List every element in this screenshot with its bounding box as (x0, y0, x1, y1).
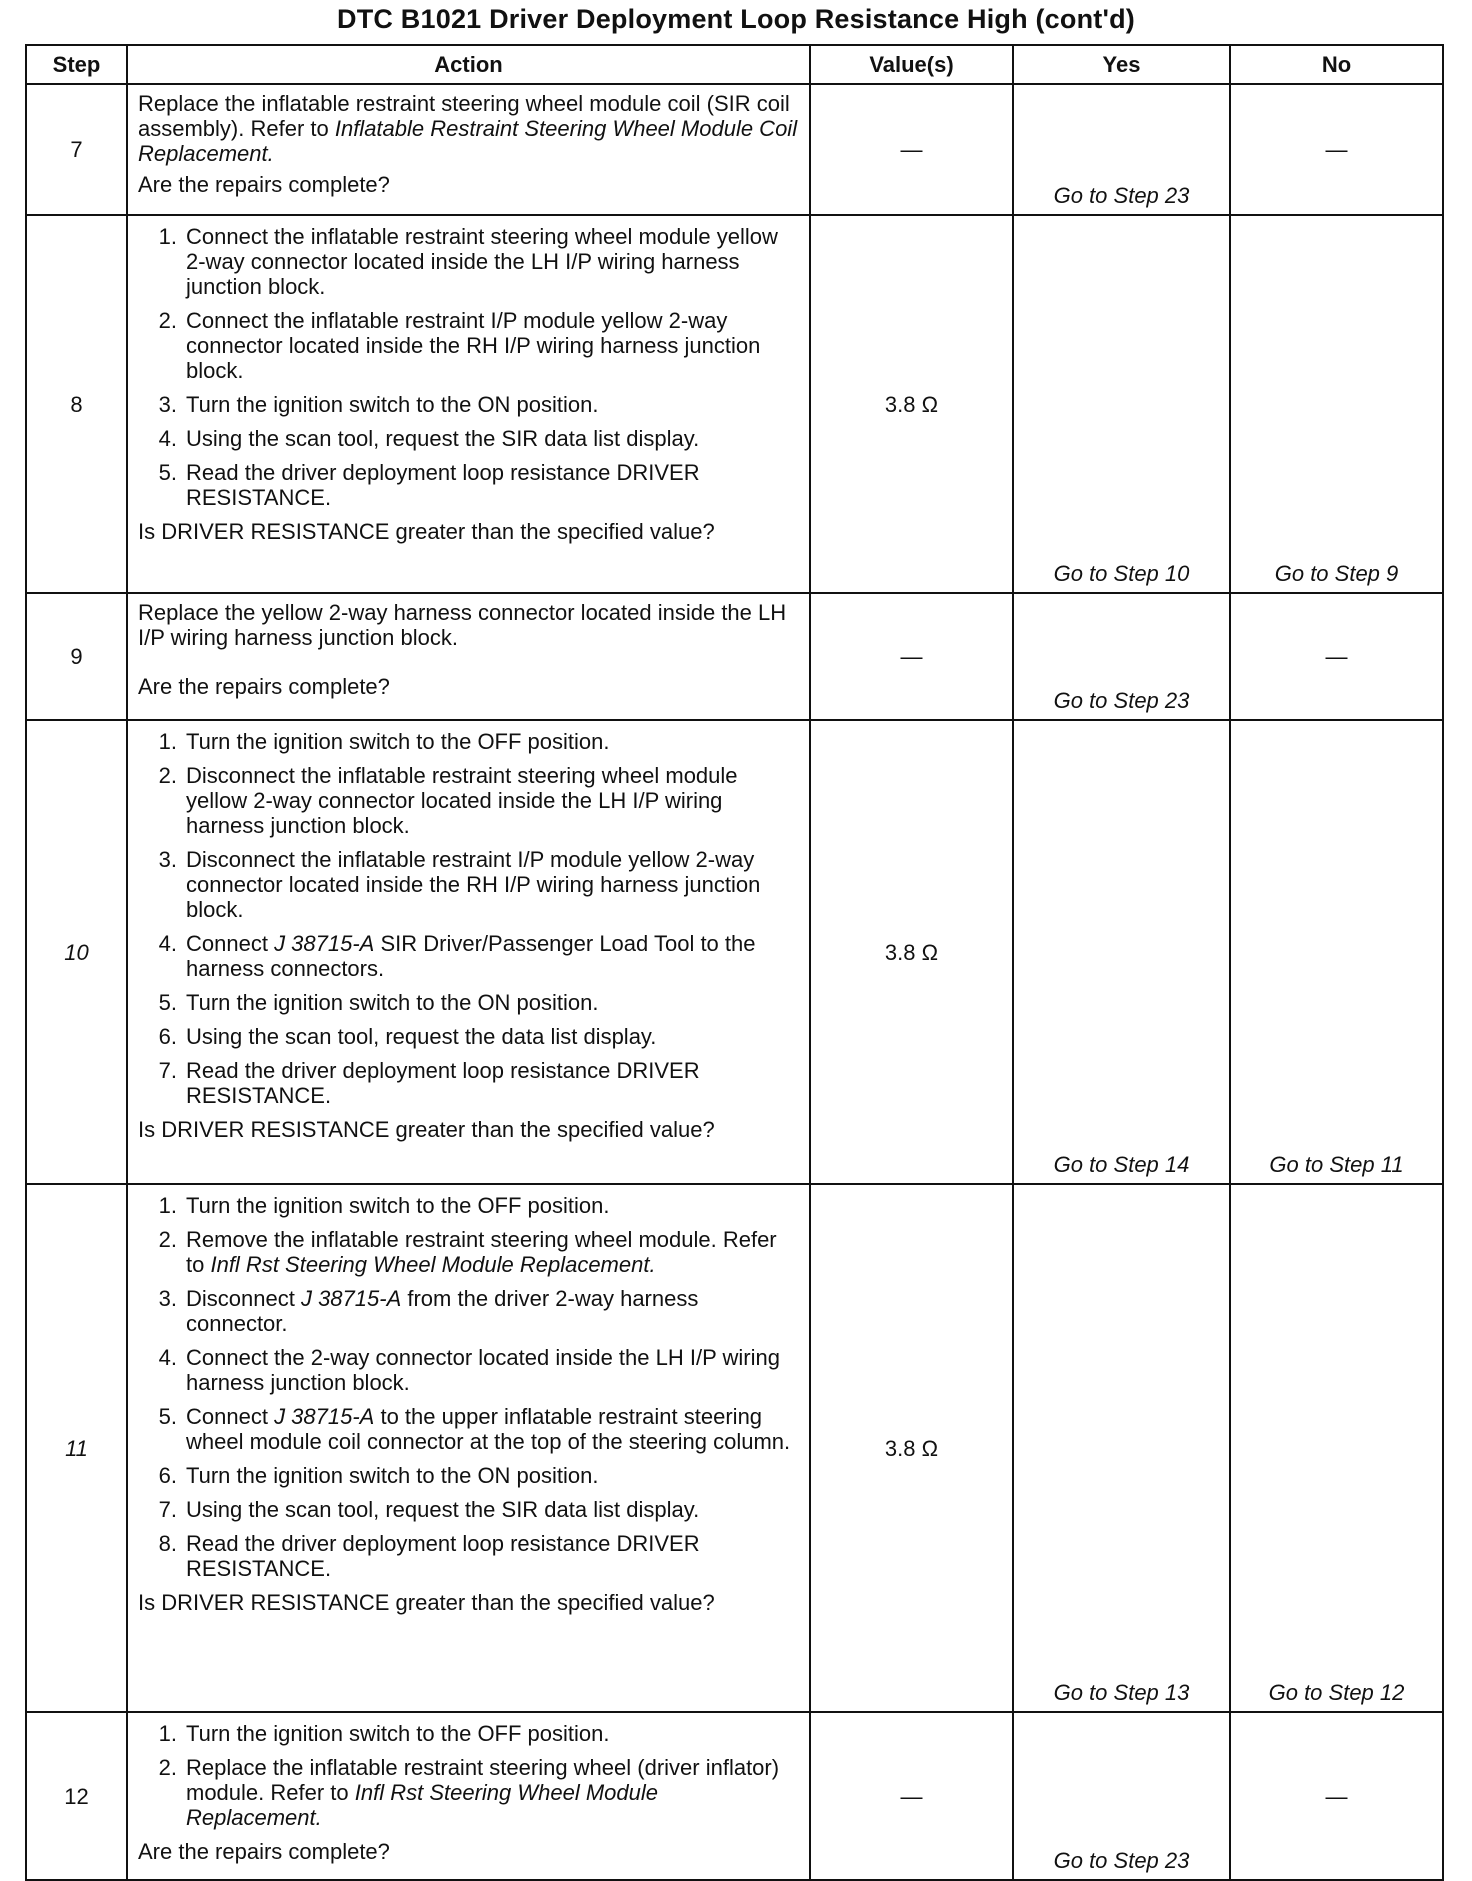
no-cell: Go to Step 11 (1230, 720, 1443, 1184)
list-item: 7. Using the scan tool, request the SIR data list display. (158, 1497, 700, 1522)
list-item: 6. Using the scan tool, request the data list display. (158, 1024, 657, 1049)
reference-text: Infl Rst Steering Wheel Module Replacement. (186, 1780, 659, 1830)
yes-cell: Go to Step 14 (1013, 720, 1230, 1184)
table-row (26, 215, 1443, 593)
action-question: Are the repairs complete? (138, 674, 390, 699)
action-text: Replace the yellow 2-way harness connector located inside the LH I/P wiring harness junction block. (138, 600, 787, 650)
page-title: DTC B1021 Driver Deployment Loop Resistance High (cont'd) (337, 4, 1135, 34)
value-cell: 3.8 Ω (810, 1184, 1013, 1712)
action-question: Is DRIVER RESISTANCE greater than the specified value? (138, 1117, 715, 1142)
list-item: 1. Turn the ignition switch to the OFF position. (158, 729, 610, 754)
diagnostic-table (25, 44, 1444, 1881)
action-instruction: Replace the inflatable restraint steering wheel module coil (SIR coil assembly). Refer to (138, 91, 790, 141)
step-number: 12 (26, 1712, 127, 1880)
step-number: 7 (26, 84, 127, 215)
yes-cell: Go to Step 10 (1013, 215, 1230, 593)
list-item: 4. Using the scan tool, request the SIR data list display. (158, 426, 700, 451)
yes-cell: Go to Step 23 (1013, 1712, 1230, 1880)
action-steps (138, 224, 799, 510)
list-item: 5. Read the driver deployment loop resistance DRIVER RESISTANCE. (158, 460, 700, 510)
header-row (26, 45, 1443, 84)
list-item: 5. Connect J 38715-A to the upper inflatable restraint steering wheel module coil connector at the top of the steering column. (158, 1404, 791, 1454)
value-cell: — (810, 84, 1013, 215)
header-values: Value(s) (810, 45, 1013, 84)
no-cell: Go to Step 12 (1230, 1184, 1443, 1712)
reference-text: J 38715-A (274, 1404, 375, 1429)
no-cell: — (1230, 593, 1443, 720)
list-item: 2. Disconnect the inflatable restraint steering wheel module yellow 2-way connector located inside the LH I/P wiring harness junction block. (158, 763, 738, 838)
reference-text: J 38715-A (274, 931, 375, 956)
table-row (26, 1712, 1443, 1880)
table-row (26, 720, 1443, 1184)
reference-link: Inflatable Restraint Steering Wheel Module Coil Replacement. (138, 116, 798, 166)
no-cell: — (1230, 1712, 1443, 1880)
action-steps (138, 729, 799, 1108)
action-steps (138, 1721, 799, 1830)
list-item: 1. Turn the ignition switch to the OFF position. (158, 1193, 610, 1218)
no-cell: — (1230, 84, 1443, 215)
list-item: 1. Turn the ignition switch to the OFF position. (158, 1721, 610, 1746)
action-cell (127, 720, 810, 1184)
header-no: No (1230, 45, 1443, 84)
list-item: 2. Remove the inflatable restraint steering wheel module. Refer to Infl Rst Steering Wheel Module Replacement. (158, 1227, 777, 1277)
action-question: Are the repairs complete? (138, 172, 390, 197)
value-cell: 3.8 Ω (810, 215, 1013, 593)
action-cell (127, 84, 810, 215)
action-text (138, 91, 799, 166)
list-item: 6. Turn the ignition switch to the ON position. (158, 1463, 599, 1488)
list-item: 2. Replace the inflatable restraint steering wheel (driver inflator) module. Refer to Infl Rst Steering Wheel Module Replacement. (158, 1755, 780, 1830)
step-number: 10 (26, 720, 127, 1184)
value-cell: — (810, 1712, 1013, 1880)
action-cell (127, 1184, 810, 1712)
header-step: Step (26, 45, 127, 84)
yes-cell: Go to Step 13 (1013, 1184, 1230, 1712)
step-number: 11 (26, 1184, 127, 1712)
value-cell: 3.8 Ω (810, 720, 1013, 1184)
yes-cell: Go to Step 23 (1013, 593, 1230, 720)
table-row (26, 593, 1443, 720)
action-cell (127, 1712, 810, 1880)
value-cell: — (810, 593, 1013, 720)
action-steps (138, 1193, 799, 1581)
action-question: Are the repairs complete? (138, 1839, 390, 1864)
table-row (26, 1184, 1443, 1712)
yes-cell: Go to Step 23 (1013, 84, 1230, 215)
action-question: Is DRIVER RESISTANCE greater than the specified value? (138, 519, 715, 544)
reference-text: J 38715-A (300, 1286, 402, 1311)
list-item: 1. Connect the inflatable restraint steering wheel module yellow 2-way connector located inside the LH I/P wiring harness junction block. (158, 224, 778, 299)
list-item: 2. Connect the inflatable restraint I/P module yellow 2-way connector located inside the RH I/P wiring harness junction block. (158, 308, 761, 383)
action-question: Is DRIVER RESISTANCE greater than the specified value? (138, 1590, 715, 1615)
list-item: 8. Read the driver deployment loop resistance DRIVER RESISTANCE. (158, 1531, 700, 1581)
list-item: 7. Read the driver deployment loop resistance DRIVER RESISTANCE. (158, 1058, 700, 1108)
list-item: 4. Connect the 2-way connector located inside the LH I/P wiring harness junction block. (158, 1345, 780, 1395)
list-item: 4. Connect J 38715-A SIR Driver/Passenger Load Tool to the harness connectors. (158, 931, 756, 981)
reference-text: Infl Rst Steering Wheel Module Replacement. (210, 1252, 656, 1277)
table-row (26, 84, 1443, 215)
list-item: 3. Disconnect J 38715-A from the driver 2-way harness connector. (158, 1286, 699, 1336)
list-item: 5. Turn the ignition switch to the ON position. (158, 990, 599, 1015)
header-action: Action (127, 45, 810, 84)
list-item: 3. Disconnect the inflatable restraint I/P module yellow 2-way connector located inside the RH I/P wiring harness junction block. (158, 847, 761, 922)
step-number: 9 (26, 593, 127, 720)
header-yes: Yes (1013, 45, 1230, 84)
list-item: 3. Turn the ignition switch to the ON position. (158, 392, 599, 417)
action-cell (127, 215, 810, 593)
no-cell: Go to Step 9 (1230, 215, 1443, 593)
step-number: 8 (26, 215, 127, 593)
action-cell (127, 593, 810, 720)
